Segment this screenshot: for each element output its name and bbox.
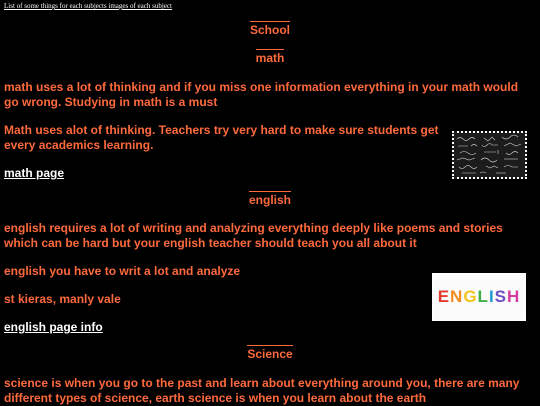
english-image-letter: S [494,287,508,306]
school-heading-wrap [0,21,540,39]
science-heading: Science [247,347,293,361]
english-image-letter: H [507,287,521,306]
english-paragraph-1: english requires a lot of writing and analyzing everything deeply like poems and stories which can be hard but your english teacher should teach you all about it [4,221,503,250]
math-heading: math [255,51,285,65]
math-paragraph-1: math uses a lot of thinking and if you miss one information everything in your math would go wrong. Studying in math is a must [4,80,519,109]
math-heading-wrap [0,49,540,67]
school-heading: School [249,23,290,37]
chalkboard-equations-icon [454,133,525,177]
english-page-info-link[interactable]: english page info [4,320,103,334]
english-paragraph-2: english you have to writ a lot and analyze [4,264,241,278]
english-paragraph-3: st kieras, manly vale [4,292,121,306]
english-heading: english [248,193,291,207]
top-navigation-link[interactable]: List of some things for each subjects images of each subject [4,2,172,10]
english-colored-word [438,287,521,307]
math-paragraph-2: Math uses alot of thinking. Teachers try very hard to make sure students get every academics learning. [4,123,439,152]
english-image-letter: L [477,287,489,306]
math-page-link[interactable]: math page [4,166,65,180]
science-paragraph-1: science is when you go to the past and learn about everything around you, there are many different types of science, earth science is when you learn about the earth [4,376,520,405]
english-heading-wrap [0,191,540,209]
english-image-letter: G [463,287,478,306]
english-image-letter: I [488,287,495,306]
english-image-letter: E [437,287,451,306]
math-chalkboard-image [452,131,527,179]
english-word-image [432,273,526,321]
science-heading-wrap [0,345,540,363]
english-image-letter: N [450,287,464,306]
